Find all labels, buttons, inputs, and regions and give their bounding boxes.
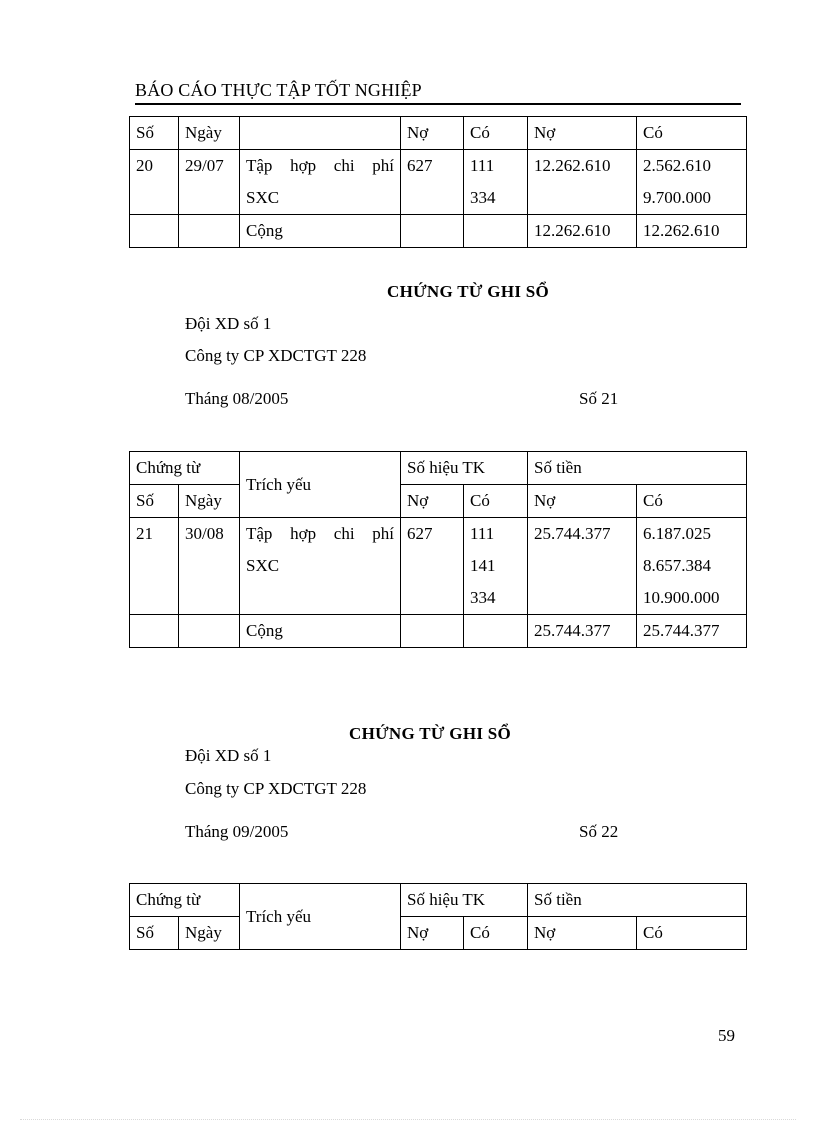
total-co: 25.744.377 [637, 615, 747, 648]
voucher-21-table [129, 451, 747, 648]
co-tien-1: 2.562.610 [643, 156, 711, 175]
voucher-21-title: CHỨNG TỪ GHI SỔ [387, 282, 550, 301]
cell-trich-yeu [240, 150, 401, 215]
table-header-row [130, 452, 747, 485]
col-no-tien: Nợ [528, 117, 637, 150]
col-ngay: Ngày [179, 117, 240, 150]
cell-so: 21 [130, 518, 179, 615]
header-chung-tu: Chứng từ [130, 884, 240, 917]
total-co: 12.262.610 [637, 215, 747, 248]
co-tk-2: 141 [470, 556, 496, 575]
report-header: BÁO CÁO THỰC TẬP TỐT NGHIỆP [135, 80, 741, 105]
cell-ngay: 30/08 [179, 518, 240, 615]
cell-co-tk [464, 150, 528, 215]
header-no-tk: Nợ [401, 485, 464, 518]
cell-co-tien [637, 518, 747, 615]
col-so: Số [130, 117, 179, 150]
header-co-tk: Có [464, 917, 528, 950]
co-tk-2: 334 [470, 188, 496, 207]
cell-co-tien [637, 150, 747, 215]
header-so-hieu-tk: Số hiệu TK [401, 884, 528, 917]
header-so-tien: Số tiền [528, 452, 747, 485]
table-header-row [130, 117, 747, 150]
co-tien-1: 6.187.025 [643, 524, 712, 543]
table-row [130, 150, 747, 215]
co-tien-3: 10.900.000 [643, 588, 720, 607]
co-tk-3: 334 [470, 588, 496, 607]
voucher-22-unit: Đội XD số 1 [185, 746, 272, 765]
voucher-22-title: CHỨNG TỪ GHI SỔ [349, 724, 512, 743]
page-number: 59 [718, 1026, 735, 1045]
header-ngay: Ngày [179, 485, 240, 518]
header-chung-tu: Chứng từ [130, 452, 240, 485]
co-tien-2: 8.657.384 [643, 556, 712, 575]
table-subheader-row [130, 485, 747, 518]
col-co-tk: Có [464, 117, 528, 150]
header-co-tien: Có [637, 485, 747, 518]
col-no-tk: Nợ [401, 117, 464, 150]
col-co-tien: Có [637, 117, 747, 150]
trich-yeu-line-1: Tập hợp chi phí [246, 156, 394, 175]
cell-no-tien: 12.262.610 [528, 150, 637, 215]
header-no-tien: Nợ [528, 485, 637, 518]
voucher-21-month: Tháng 08/2005 [185, 389, 289, 408]
voucher-21-company: Công ty CP XDCTGT 228 [185, 346, 367, 365]
voucher-22-company: Công ty CP XDCTGT 228 [185, 779, 367, 798]
header-trich-yeu: Trích yếu [240, 452, 401, 518]
table-row [130, 518, 747, 615]
cell-no-tien: 25.744.377 [528, 518, 637, 615]
header-co-tk: Có [464, 485, 528, 518]
header-so: Số [130, 485, 179, 518]
co-tk-1: 111 [470, 156, 495, 175]
page-bottom-divider [20, 1119, 796, 1120]
header-co-tien: Có [637, 917, 747, 950]
trich-yeu-line-2: SXC [246, 556, 280, 575]
total-label: Cộng [240, 615, 401, 648]
cell-trich-yeu [240, 518, 401, 615]
header-no-tien: Nợ [528, 917, 637, 950]
total-row [130, 215, 747, 248]
voucher-21-number: Số 21 [579, 389, 619, 408]
voucher-21-unit: Đội XD số 1 [185, 314, 272, 333]
voucher-22-table [129, 883, 747, 950]
trich-yeu-line-2: SXC [246, 188, 280, 207]
cell-co-tk [464, 518, 528, 615]
total-no: 12.262.610 [528, 215, 637, 248]
co-tien-2: 9.700.000 [643, 188, 711, 207]
header-so-hieu-tk: Số hiệu TK [401, 452, 528, 485]
cell-ngay: 29/07 [179, 150, 240, 215]
trich-yeu-line-1: Tập hợp chi phí [246, 524, 394, 543]
voucher-22-number: Số 22 [579, 822, 619, 841]
voucher-22-month: Tháng 09/2005 [185, 822, 289, 841]
cell-no-tk: 627 [401, 150, 464, 215]
table-subheader-row [130, 917, 747, 950]
voucher-20-table [129, 116, 747, 248]
header-so-tien: Số tiền [528, 884, 747, 917]
total-no: 25.744.377 [528, 615, 637, 648]
header-so: Số [130, 917, 179, 950]
header-trich-yeu: Trích yếu [240, 884, 401, 950]
total-label: Cộng [240, 215, 401, 248]
table-header-row [130, 884, 747, 917]
total-row [130, 615, 747, 648]
cell-no-tk: 627 [401, 518, 464, 615]
col-trich-yeu [240, 117, 401, 150]
header-ngay: Ngày [179, 917, 240, 950]
header-no-tk: Nợ [401, 917, 464, 950]
co-tk-1: 111 [470, 524, 495, 543]
cell-so: 20 [130, 150, 179, 215]
